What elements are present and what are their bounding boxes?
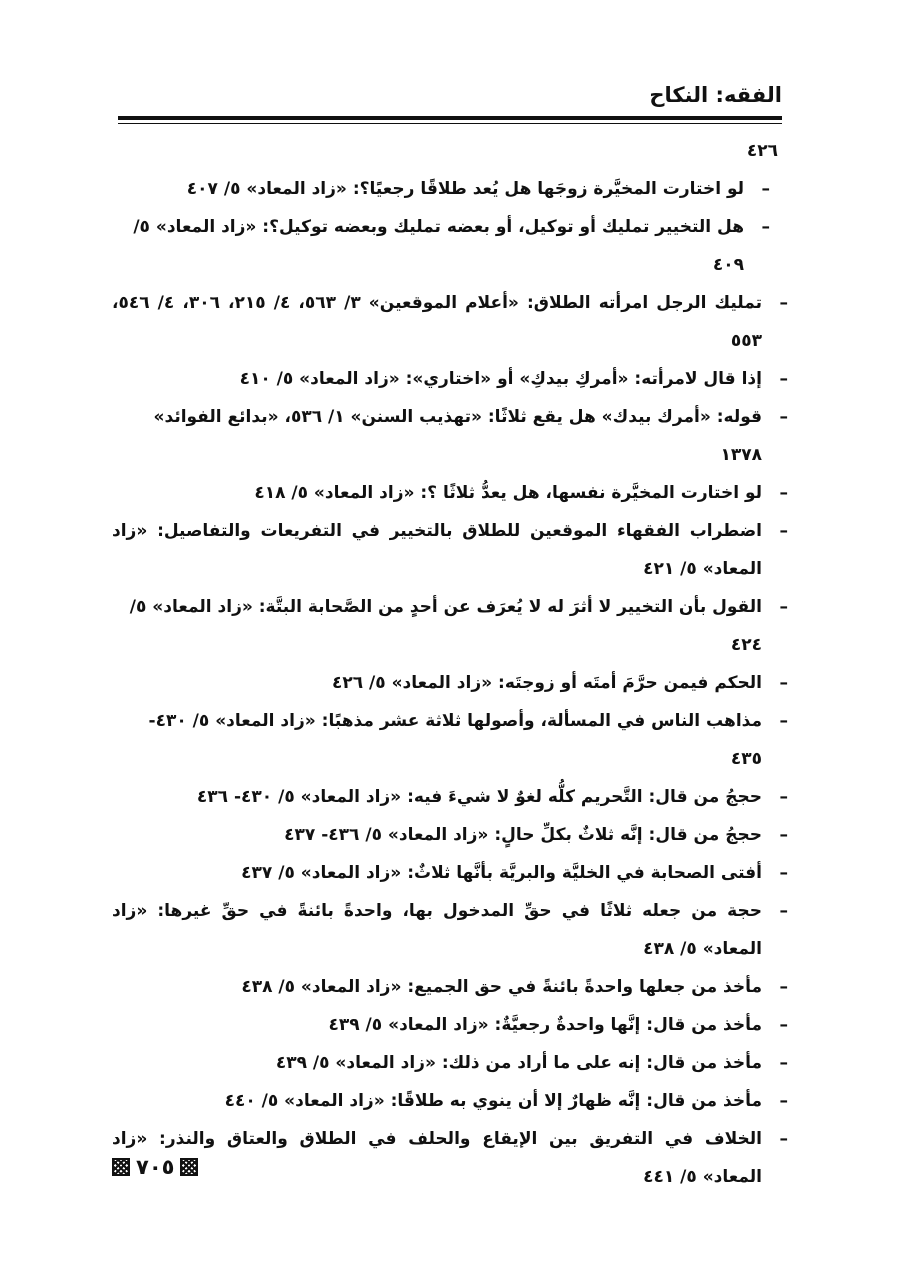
entry-dash: – bbox=[779, 863, 788, 883]
index-entry bbox=[112, 968, 788, 1006]
entry-text: حجة من جعله ثلاثًا في حقِّ المدخول بها، واحدةً بائنةً في حقِّ غيرها: «زاد المعاد» ٥/ ٤٣٨ bbox=[112, 901, 762, 959]
entry-dash: – bbox=[779, 293, 788, 313]
index-entries bbox=[112, 132, 788, 1196]
entry-text: اضطراب الفقهاء الموقعين للطلاق بالتخيير في التفريعات والتفاصيل: «زاد المعاد» ٥/ ٤٢١ bbox=[112, 521, 762, 579]
entry-text: حججُ من قال: إنَّه ثلاثٌ بكلِّ حالٍ: «زاد المعاد» ٥/ ٤٣٦- ٤٣٧ bbox=[284, 825, 762, 845]
ornament-icon bbox=[180, 1158, 198, 1176]
index-entry bbox=[112, 360, 788, 398]
entry-dash: – bbox=[779, 1015, 788, 1035]
index-entry bbox=[112, 588, 788, 664]
entry-dash: – bbox=[779, 1129, 788, 1149]
entry-dash: – bbox=[779, 825, 788, 845]
ornament-icon bbox=[112, 1158, 130, 1176]
entry-text: تمليك الرجل امرأته الطلاق: «أعلام الموقعين» ٣/ ٥٦٣، ٤/ ٢١٥، ٣٠٦، ٤/ ٥٤٦، ٥٥٣ bbox=[112, 293, 762, 351]
continuation-ref: ٤٢٦ bbox=[746, 141, 778, 161]
entry-dash: – bbox=[761, 179, 770, 199]
index-entry bbox=[112, 398, 788, 474]
index-entry bbox=[112, 1044, 788, 1082]
entry-dash: – bbox=[779, 1053, 788, 1073]
entry-dash: – bbox=[779, 1091, 788, 1111]
entry-text: قوله: «أمرك بيدك» هل يقع ثلاثًا: «تهذيب السنن» ١/ ٥٣٦، «بدائع الفوائد» ١٣٧٨ bbox=[153, 407, 762, 465]
index-entry bbox=[112, 816, 788, 854]
entry-text: الحكم فيمن حرَّمَ أمتَه أو زوجتَه: «زاد المعاد» ٥/ ٤٢٦ bbox=[331, 673, 762, 693]
entry-text: الخلاف في التفريق بين الإيقاع والحلف في الطلاق والعتاق والنذر: «زاد المعاد» ٥/ ٤٤١ bbox=[112, 1129, 762, 1187]
index-entry bbox=[112, 892, 788, 968]
entry-dash: – bbox=[779, 597, 788, 617]
entry-text: حججُ من قال: التَّحريم كلُّه لغوٌ لا شيءَ فيه: «زاد المعاد» ٥/ ٤٣٠- ٤٣٦ bbox=[196, 787, 762, 807]
running-header: الفقه: النكاح bbox=[649, 83, 782, 107]
index-entry bbox=[112, 208, 788, 284]
header-rule-thin bbox=[118, 123, 782, 124]
index-entry bbox=[112, 1082, 788, 1120]
entry-text: لو اختارت المخيَّرة نفسها، هل يعدُّ ثلاثًا ؟: «زاد المعاد» ٥/ ٤١٨ bbox=[254, 483, 762, 503]
entry-text: مذاهب الناس في المسألة، وأصولها ثلاثة عشر مذهبًا: «زاد المعاد» ٥/ ٤٣٠- ٤٣٥ bbox=[148, 711, 762, 769]
index-entry bbox=[112, 474, 788, 512]
index-entry bbox=[112, 512, 788, 588]
index-entry bbox=[112, 284, 788, 360]
index-entry bbox=[112, 170, 788, 208]
entry-text: إذا قال لامرأته: «أمركِ بيدكِ» أو «اختاري»: «زاد المعاد» ٥/ ٤١٠ bbox=[239, 369, 762, 389]
entry-dash: – bbox=[779, 369, 788, 389]
page-number: ٧٠٥ bbox=[136, 1155, 175, 1179]
entry-text: أفتى الصحابة في الخليَّة والبريَّة بأنَّها ثلاثٌ: «زاد المعاد» ٥/ ٤٣٧ bbox=[241, 863, 762, 883]
index-entry bbox=[112, 854, 788, 892]
entry-dash: – bbox=[779, 977, 788, 997]
header-rule bbox=[118, 116, 782, 120]
index-entry bbox=[112, 1006, 788, 1044]
entry-text: مأخذ من قال: إنَّها واحدةٌ رجعيَّةٌ: «زاد المعاد» ٥/ ٤٣٩ bbox=[328, 1015, 762, 1035]
entry-text: هل التخيير تمليك أو توكيل، أو بعضه تمليك وبعضه توكيل؟: «زاد المعاد» ٥/ ٤٠٩ bbox=[133, 217, 744, 275]
entry-dash: – bbox=[779, 901, 788, 921]
index-entry bbox=[112, 702, 788, 778]
entry-text: القول بأن التخيير لا أثرَ له لا يُعرَف عن أحدٍ من الصَّحابة البتَّة: «زاد المعاد» ٥/ ٤٢٤ bbox=[129, 597, 762, 655]
entry-text: مأخذ من جعلها واحدةً بائنةً في حق الجميع: «زاد المعاد» ٥/ ٤٣٨ bbox=[241, 977, 762, 997]
entry-dash: – bbox=[779, 521, 788, 541]
page-footer bbox=[112, 1155, 198, 1179]
entry-dash: – bbox=[779, 483, 788, 503]
entry-dash: – bbox=[779, 711, 788, 731]
entry-text: مأخذ من قال: إنه على ما أراد من ذلك: «زاد المعاد» ٥/ ٤٣٩ bbox=[275, 1053, 762, 1073]
entry-text: لو اختارت المخيَّرة زوجَها هل يُعد طلاقًا رجعيًا؟: «زاد المعاد» ٥/ ٤٠٧ bbox=[186, 179, 744, 199]
entry-dash: – bbox=[779, 673, 788, 693]
entry-dash: – bbox=[761, 217, 770, 237]
index-entry bbox=[112, 778, 788, 816]
index-entry bbox=[112, 664, 788, 702]
entry-dash: – bbox=[779, 787, 788, 807]
entry-dash: – bbox=[779, 407, 788, 427]
index-entry bbox=[112, 1120, 788, 1196]
entry-text: مأخذ من قال: إنَّه ظهارٌ إلا أن ينوي به طلاقًا: «زاد المعاد» ٥/ ٤٤٠ bbox=[224, 1091, 762, 1111]
